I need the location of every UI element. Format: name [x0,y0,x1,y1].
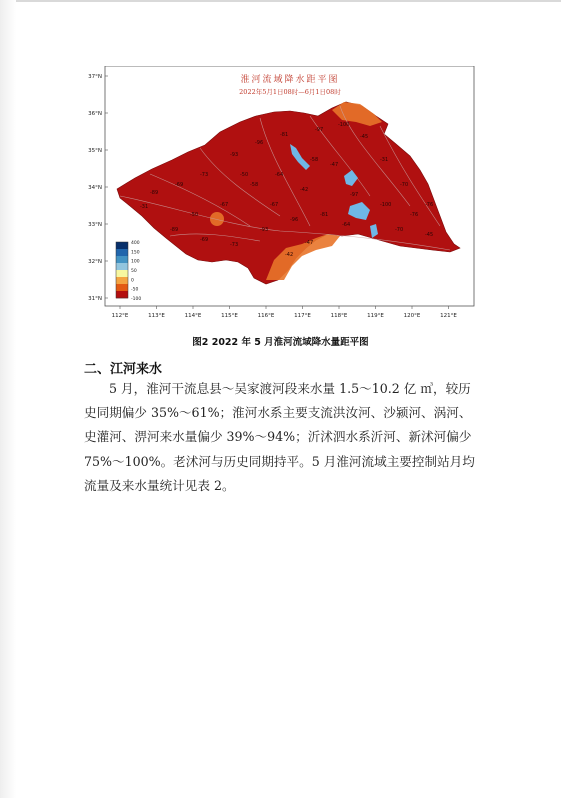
contour-value-label: -73 [200,172,209,178]
longitude-label: 112°E [111,313,129,319]
longitude-label: 121°E [440,313,457,319]
longitude-label: 118°E [330,313,348,319]
contour-value-label: -45 [360,134,369,140]
contour-value-label: -100 [338,122,350,128]
map-svg [80,66,477,328]
latitude-label: 31°N [88,296,102,302]
contour-value-label: -45 [425,232,434,238]
longitude-label: 117°E [294,313,311,319]
contour-value-label: -64 [342,222,351,228]
legend-swatch [116,277,128,284]
legend-label: 400 [131,241,140,246]
contour-value-label: -76 [425,202,434,208]
legend-swatch [116,249,128,256]
contour-value-label: -31 [380,157,389,163]
latitude-label: 36°N [88,111,102,117]
legend-label: 50 [131,269,137,274]
longitude-label: 119°E [367,313,384,319]
legend-swatch [116,291,128,298]
contour-value-label: -81 [280,132,289,138]
legend-swatch [116,242,128,249]
contour-value-label: -97 [350,192,359,198]
contour-value-label: -58 [310,157,319,163]
page-left-shadow [0,0,16,798]
contour-value-label: -47 [305,240,314,246]
latitude-label: 34°N [88,185,102,191]
section-title: 二、江河来水 [84,362,163,377]
contour-value-label: -89 [150,190,159,196]
contour-value-label: -93 [260,227,269,233]
contour-value-label: -67 [270,202,279,208]
body-paragraph: 5 月，淮河干流息县～吴家渡河段来水量 1.5～10.2 亿 ㎥，较历史同期偏少 35%～61%；淮河水系主要支流洪汝河、沙颍河、涡河、史灌河、淠河来水量偏少 39%～94%；沂沭泗水系沂河、新沭河偏少 75%～100%。老沭河与历史同期持平。5 月淮河流域主要控制站月均流量及来水量统计见表 2。 [84,381,475,493]
contour-value-label: -70 [400,182,409,188]
contour-value-label: -100 [380,202,392,208]
longitude-label: 120°E [403,313,421,319]
precipitation-anomaly-map [80,66,477,328]
latitude-label: 37°N [88,74,102,80]
map-title: 淮河流域降水距平图 [240,75,340,85]
longitude-axis [112,306,458,319]
legend-label: -50 [131,287,139,293]
contour-value-label: -42 [285,252,294,258]
contour-value-label: -64 [275,172,284,178]
longitude-label: 114°E [184,313,202,319]
contour-value-label: -70 [395,227,404,233]
contour-value-label: -73 [230,242,239,248]
legend-swatch [116,270,128,277]
contour-value-label: -76 [410,212,419,218]
page-top-border [0,0,561,2]
latitude-label: 35°N [88,148,102,154]
legend-swatch [116,263,128,270]
contour-value-label: -58 [250,182,259,188]
legend-label: 100 [131,259,140,265]
latitude-label: 33°N [88,222,102,228]
latitude-label: 32°N [88,259,102,265]
contour-value-label: -47 [330,162,339,168]
contour-value-label: -93 [230,152,239,158]
contour-value-label: -96 [255,140,264,146]
legend-swatch [116,284,128,291]
orange-anomaly-spot [210,212,224,226]
map-subtitle: 2022年5月1日08时—6月1日08时 [239,88,341,96]
contour-value-label: -50 [240,172,249,178]
longitude-label: 115°E [221,313,238,319]
contour-value-label: -97 [315,127,324,133]
contour-value-label: -67 [220,202,229,208]
legend-label: -100 [131,297,142,302]
figure-caption: 图2 2022 年 5 月淮河流域降水量距平图 [192,337,369,348]
contour-value-label: -42 [300,187,309,193]
contour-value-label: -81 [320,212,329,218]
legend-label: 150 [131,250,140,256]
legend-swatch [116,256,128,263]
contour-value-label: -69 [200,237,209,243]
contour-value-label: -69 [175,182,184,188]
contour-value-label: -89 [170,227,179,233]
longitude-label: 113°E [148,313,165,319]
legend-label: 0 [131,278,134,284]
contour-value-label: -50 [190,212,199,218]
contour-value-label: -31 [140,204,149,210]
longitude-label: 116°E [257,313,275,319]
contour-value-label: -96 [290,217,299,223]
